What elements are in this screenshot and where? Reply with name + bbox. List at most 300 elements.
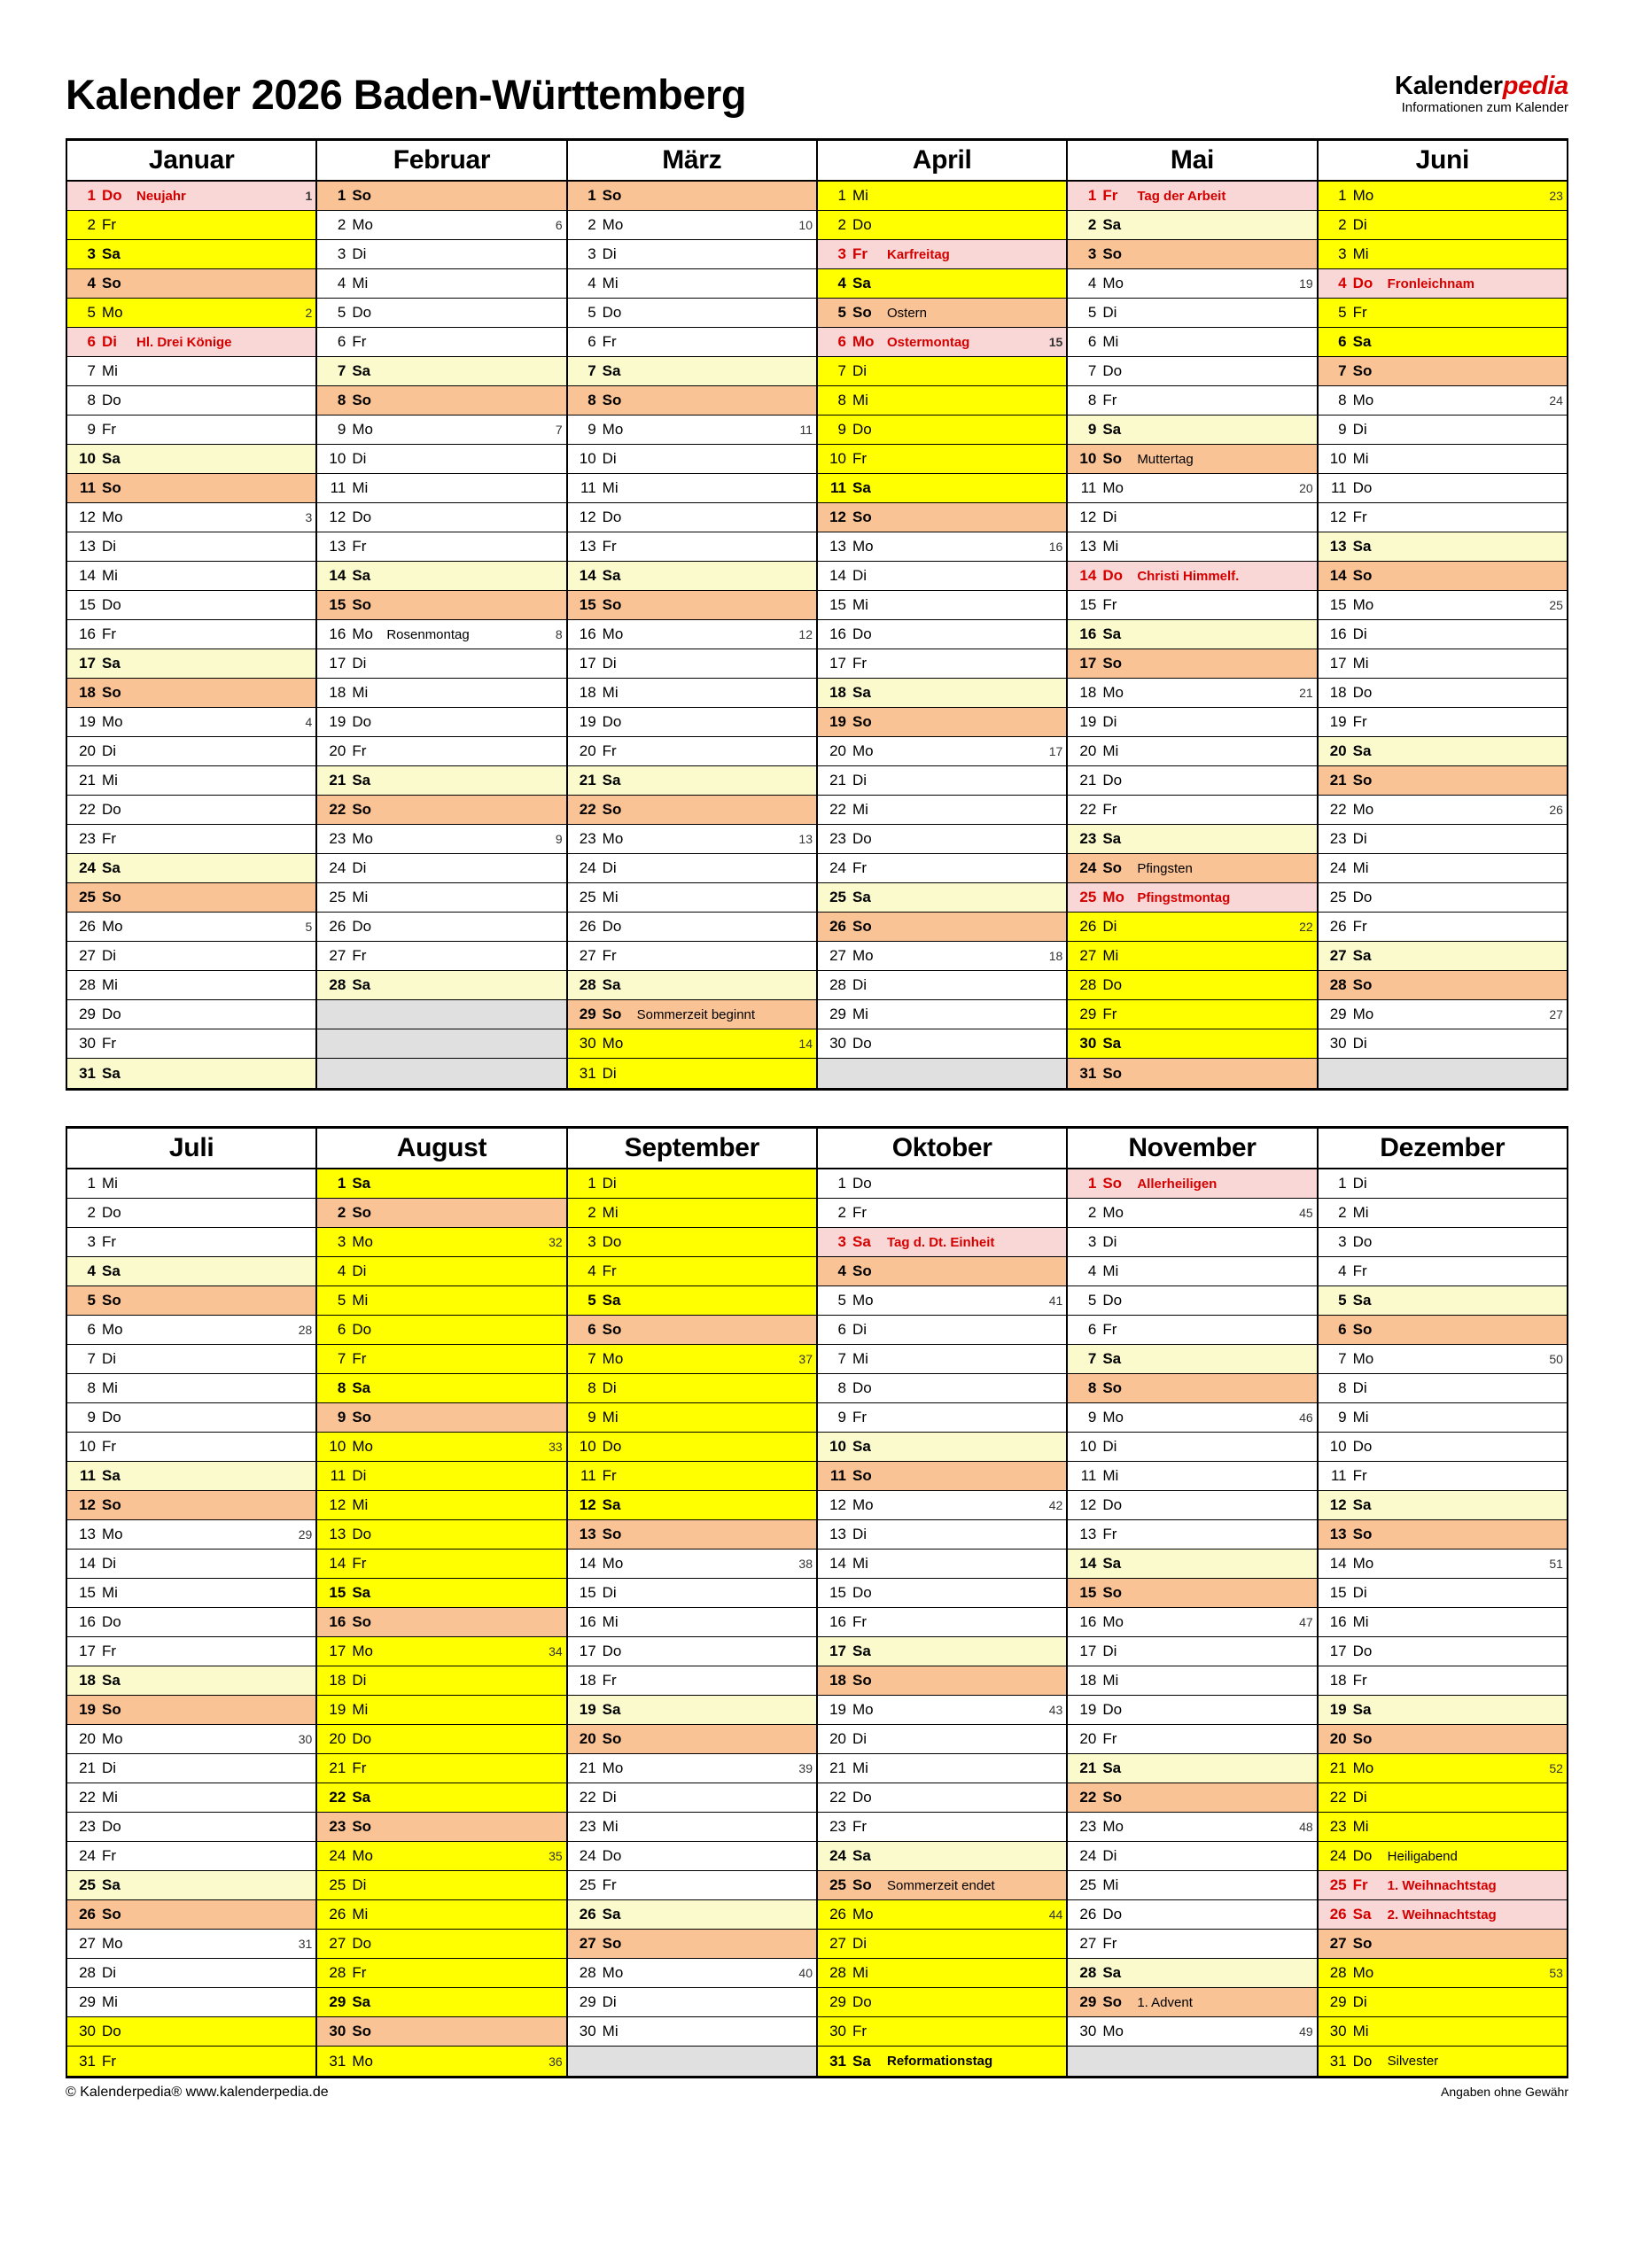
day-of-week: Mi xyxy=(352,275,369,291)
day-row xyxy=(317,1959,565,1988)
day-number: 30 xyxy=(329,2023,346,2039)
day-number: 8 xyxy=(87,1379,96,1396)
day-row xyxy=(818,1871,1066,1900)
day-of-week: Mo xyxy=(352,1438,373,1455)
day-of-week: Di xyxy=(1352,830,1367,847)
day-number: 3 xyxy=(587,1233,596,1250)
day-of-week: Mo xyxy=(602,830,624,847)
day-row xyxy=(568,1959,816,1988)
day-number: 23 xyxy=(329,1818,346,1835)
day-row xyxy=(67,1813,315,1842)
day-of-week: Mo xyxy=(852,333,875,350)
day-number: 12 xyxy=(829,1496,846,1513)
day-number: 17 xyxy=(329,1643,346,1659)
day-of-week: Sa xyxy=(102,655,121,672)
day-of-week: Mi xyxy=(102,1789,118,1806)
day-row xyxy=(317,1520,565,1550)
day-number: 26 xyxy=(329,918,346,935)
month-title: Januar xyxy=(67,141,315,182)
day-number: 20 xyxy=(329,1730,346,1747)
day-row xyxy=(818,1959,1066,1988)
day-row xyxy=(67,1988,315,2017)
day-number: 25 xyxy=(1329,889,1347,905)
day-number: 23 xyxy=(1329,1818,1347,1835)
day-number: 15 xyxy=(1079,596,1097,613)
day-of-week: Fr xyxy=(102,1847,117,1864)
day-of-week: So xyxy=(1352,1321,1373,1338)
day-of-week: Di xyxy=(1102,1643,1117,1659)
day-row xyxy=(317,825,565,854)
day-number: 5 xyxy=(1338,304,1347,321)
day-row-empty xyxy=(1319,1059,1567,1088)
day-number: 21 xyxy=(329,772,346,788)
day-of-week: Di xyxy=(1102,304,1117,321)
day-row xyxy=(818,1491,1066,1520)
day-row xyxy=(1068,1169,1316,1199)
day-row xyxy=(568,766,816,796)
day-row xyxy=(67,679,315,708)
day-of-week: So xyxy=(852,713,872,730)
day-number: 24 xyxy=(1329,859,1347,876)
day-row xyxy=(1068,416,1316,445)
day-of-week: So xyxy=(852,1467,872,1484)
day-row xyxy=(818,1696,1066,1725)
disclaimer-text: Angaben ohne Gewähr xyxy=(1441,2085,1568,2099)
day-number: 23 xyxy=(329,830,346,847)
day-of-week: Di xyxy=(852,362,868,379)
brand-name-red: pedia xyxy=(1502,71,1568,100)
day-number: 9 xyxy=(1087,421,1097,438)
day-number: 14 xyxy=(829,1555,846,1572)
week-number: 11 xyxy=(799,423,813,437)
day-of-week: Mi xyxy=(602,684,619,701)
week-number: 3 xyxy=(305,510,313,524)
day-row xyxy=(1319,445,1567,474)
day-of-week: Fr xyxy=(352,1964,367,1981)
day-row xyxy=(67,1520,315,1550)
day-number: 3 xyxy=(1087,1233,1097,1250)
day-of-week: Mi xyxy=(852,1350,868,1367)
day-number: 23 xyxy=(579,1818,596,1835)
day-of-week: So xyxy=(352,2023,372,2039)
day-row xyxy=(1068,1550,1316,1579)
day-row xyxy=(1068,1000,1316,1029)
day-number: 21 xyxy=(1079,1759,1097,1776)
day-number: 15 xyxy=(829,1584,846,1601)
day-row xyxy=(568,1199,816,1228)
week-number: 37 xyxy=(798,1352,813,1366)
day-row xyxy=(568,649,816,679)
day-of-week: Di xyxy=(602,1584,617,1601)
day-row xyxy=(1068,328,1316,357)
day-number: 15 xyxy=(1329,1584,1347,1601)
day-number: 1 xyxy=(337,187,346,204)
day-number: 22 xyxy=(579,1789,596,1806)
day-of-week: So xyxy=(102,1701,121,1718)
day-number: 28 xyxy=(829,976,846,993)
day-row xyxy=(1068,1813,1316,1842)
day-row xyxy=(818,883,1066,913)
day-row xyxy=(317,620,565,649)
day-row xyxy=(818,386,1066,416)
day-number: 11 xyxy=(580,1467,596,1484)
day-number: 21 xyxy=(579,1759,596,1776)
day-row xyxy=(568,1520,816,1550)
day-of-week: Sa xyxy=(1352,1496,1372,1513)
day-of-week: Mi xyxy=(102,567,118,584)
month-title: September xyxy=(568,1129,816,1169)
day-of-week: Di xyxy=(1352,625,1367,642)
day-row xyxy=(317,299,565,328)
day-of-week: Mo xyxy=(102,918,123,935)
day-of-week: Sa xyxy=(1352,1906,1372,1922)
day-of-week: Sa xyxy=(602,567,621,584)
day-row xyxy=(1068,679,1316,708)
day-of-week: Fr xyxy=(1352,1672,1367,1689)
day-number: 3 xyxy=(87,1233,96,1250)
day-number: 12 xyxy=(329,1496,346,1513)
day-row xyxy=(317,1871,565,1900)
month-column-juni xyxy=(1319,141,1568,1088)
day-number: 15 xyxy=(79,596,96,613)
day-row xyxy=(568,1000,816,1029)
calendar-half-first xyxy=(66,138,1568,1091)
day-row xyxy=(317,2017,565,2047)
day-of-week: Di xyxy=(352,1262,367,1279)
day-number: 23 xyxy=(79,830,96,847)
day-of-week: Do xyxy=(852,216,872,233)
day-of-week: Mi xyxy=(1352,1409,1369,1425)
day-number: 7 xyxy=(587,1350,596,1367)
day-number: 7 xyxy=(587,362,596,379)
day-of-week: Mi xyxy=(602,1409,619,1425)
day-number: 8 xyxy=(1087,1379,1097,1396)
day-row xyxy=(67,1959,315,1988)
day-of-week: So xyxy=(602,1935,622,1952)
day-row xyxy=(1068,591,1316,620)
day-row xyxy=(568,269,816,299)
day-row xyxy=(67,796,315,825)
day-number: 11 xyxy=(330,1467,346,1484)
day-row xyxy=(67,1637,315,1666)
day-row xyxy=(568,1169,816,1199)
day-row xyxy=(1319,299,1567,328)
day-number: 2 xyxy=(87,216,96,233)
day-of-week: Mo xyxy=(352,1233,373,1250)
day-number: 13 xyxy=(829,538,846,555)
day-row xyxy=(67,328,315,357)
day-number: 18 xyxy=(579,684,596,701)
day-row xyxy=(67,1228,315,1257)
day-row-empty xyxy=(317,1000,565,1029)
day-number: 5 xyxy=(587,1292,596,1309)
day-of-week: Do xyxy=(852,1379,872,1396)
day-number: 22 xyxy=(79,1789,96,1806)
day-number: 3 xyxy=(1087,245,1097,262)
day-of-week: Mo xyxy=(1102,1818,1124,1835)
day-of-week: Mo xyxy=(1102,684,1124,701)
day-of-week: So xyxy=(1352,567,1373,584)
day-of-week: Mo xyxy=(1102,889,1124,905)
week-number: 42 xyxy=(1048,1498,1063,1512)
day-number: 14 xyxy=(1329,567,1347,584)
day-row xyxy=(67,854,315,883)
day-of-week: Do xyxy=(852,1035,872,1052)
day-row xyxy=(818,1520,1066,1550)
day-row xyxy=(568,328,816,357)
day-of-week: So xyxy=(1352,1526,1373,1542)
day-number: 19 xyxy=(829,1701,846,1718)
day-number: 25 xyxy=(329,1876,346,1893)
day-of-week: Do xyxy=(852,421,872,438)
day-row xyxy=(317,1930,565,1959)
day-number: 2 xyxy=(587,216,596,233)
day-of-week: Fr xyxy=(1352,713,1367,730)
day-number: 31 xyxy=(1079,1064,1097,1082)
day-of-week: Mo xyxy=(602,1035,624,1052)
day-number: 15 xyxy=(579,596,596,613)
day-row-empty xyxy=(818,1059,1066,1088)
day-of-week: Sa xyxy=(852,1233,871,1250)
day-number: 27 xyxy=(579,1935,596,1952)
day-number: 28 xyxy=(1329,1964,1347,1981)
day-of-week: Mo xyxy=(352,421,373,438)
day-number: 19 xyxy=(579,713,596,730)
week-number: 17 xyxy=(1048,744,1063,758)
day-number: 10 xyxy=(829,1438,846,1455)
day-row xyxy=(1068,796,1316,825)
day-number: 14 xyxy=(829,567,846,584)
day-row xyxy=(317,942,565,971)
day-number: 23 xyxy=(79,1818,96,1835)
day-of-week: Mo xyxy=(1352,187,1374,204)
day-of-week: Sa xyxy=(352,1175,371,1192)
day-number: 18 xyxy=(79,684,96,701)
day-of-week: Mo xyxy=(1102,2023,1124,2039)
day-row xyxy=(818,679,1066,708)
day-row xyxy=(67,883,315,913)
day-number: 15 xyxy=(329,1584,346,1601)
day-number: 27 xyxy=(1329,1935,1347,1952)
day-row xyxy=(1068,1900,1316,1930)
day-row xyxy=(1319,620,1567,649)
day-row xyxy=(1068,825,1316,854)
day-number: 31 xyxy=(79,2052,96,2070)
day-row xyxy=(67,1666,315,1696)
day-of-week: Do xyxy=(352,1321,372,1338)
day-row xyxy=(317,796,565,825)
day-of-week: Mo xyxy=(352,2052,373,2070)
week-number: 52 xyxy=(1549,1761,1563,1775)
day-row xyxy=(818,1286,1066,1316)
day-row xyxy=(1068,1029,1316,1059)
day-row xyxy=(1068,445,1316,474)
day-row xyxy=(317,1579,565,1608)
month-title: August xyxy=(317,1129,565,1169)
day-number: 28 xyxy=(79,976,96,993)
day-number: 18 xyxy=(1329,684,1347,701)
day-number: 19 xyxy=(579,1701,596,1718)
week-number: 9 xyxy=(555,832,563,846)
day-number: 3 xyxy=(87,245,96,262)
day-number: 31 xyxy=(1329,2052,1347,2070)
day-number: 1 xyxy=(837,1175,846,1192)
day-of-week: Sa xyxy=(1102,1759,1122,1776)
day-row xyxy=(1319,1257,1567,1286)
week-number: 4 xyxy=(305,715,313,729)
day-number: 14 xyxy=(79,567,96,584)
day-row xyxy=(317,1403,565,1433)
day-row xyxy=(317,1813,565,1842)
day-number: 30 xyxy=(1079,2023,1097,2039)
day-row xyxy=(1319,2017,1567,2047)
day-of-week: Mo xyxy=(1352,392,1374,408)
day-of-week: Mi xyxy=(352,1292,369,1309)
day-number: 1 xyxy=(87,1175,96,1192)
day-row xyxy=(317,766,565,796)
day-row xyxy=(317,211,565,240)
day-row xyxy=(317,269,565,299)
day-of-week: Di xyxy=(1102,713,1117,730)
day-number: 29 xyxy=(329,1993,346,2010)
day-number: 8 xyxy=(837,1379,846,1396)
day-of-week: Do xyxy=(102,392,121,408)
day-number: 13 xyxy=(1329,538,1347,555)
day-of-week: Mo xyxy=(102,304,123,321)
day-of-week: Mo xyxy=(352,830,373,847)
day-of-week: Mi xyxy=(602,1613,619,1630)
day-number: 25 xyxy=(1079,1876,1097,1893)
day-of-week: So xyxy=(602,187,622,204)
day-row xyxy=(818,1988,1066,2017)
day-of-week: Fr xyxy=(102,1233,117,1250)
week-number: 34 xyxy=(549,1644,563,1658)
day-of-week: Di xyxy=(352,655,367,672)
day-row xyxy=(1319,737,1567,766)
day-row xyxy=(67,1842,315,1871)
day-number: 18 xyxy=(829,1672,846,1689)
day-of-week: So xyxy=(1352,772,1373,788)
day-of-week: Di xyxy=(352,245,367,262)
day-row xyxy=(67,620,315,649)
day-number: 19 xyxy=(1079,1701,1097,1718)
day-row xyxy=(1068,620,1316,649)
day-row xyxy=(317,1169,565,1199)
day-number: 11 xyxy=(830,479,846,496)
day-of-week: Mi xyxy=(852,801,868,818)
day-row xyxy=(568,1286,816,1316)
day-of-week: Do xyxy=(602,713,622,730)
day-of-week: Sa xyxy=(852,1847,871,1864)
day-of-week: Sa xyxy=(1102,830,1122,847)
day-row xyxy=(67,649,315,679)
day-number: 9 xyxy=(87,421,96,438)
day-of-week: Sa xyxy=(352,1993,371,2010)
day-number: 30 xyxy=(579,1035,596,1052)
day-row xyxy=(568,1608,816,1637)
day-of-week: Sa xyxy=(602,1496,621,1513)
day-number: 6 xyxy=(1087,333,1097,350)
day-of-week: Fr xyxy=(1352,1467,1367,1484)
day-number: 12 xyxy=(829,509,846,525)
day-row xyxy=(568,1725,816,1754)
week-number: 28 xyxy=(298,1323,313,1337)
day-of-week: Di xyxy=(602,450,617,467)
day-row xyxy=(317,182,565,211)
day-row xyxy=(818,1930,1066,1959)
day-of-week: Di xyxy=(1352,421,1367,438)
day-row xyxy=(67,1374,315,1403)
day-number: 16 xyxy=(829,625,846,642)
day-number: 4 xyxy=(337,1262,346,1279)
day-note: 1. Advent xyxy=(1137,1994,1193,2010)
day-of-week: Mo xyxy=(602,625,624,642)
day-of-week: So xyxy=(1102,245,1123,262)
day-number: 13 xyxy=(829,1526,846,1542)
day-of-week: Di xyxy=(602,1379,617,1396)
day-of-week: Do xyxy=(602,304,622,321)
month-column-oktober xyxy=(818,1129,1068,2076)
day-number: 25 xyxy=(79,889,96,905)
day-of-week: Sa xyxy=(102,1672,121,1689)
day-row xyxy=(818,620,1066,649)
day-row xyxy=(568,240,816,269)
day-of-week: Di xyxy=(1352,1993,1367,2010)
day-number: 8 xyxy=(337,392,346,408)
day-number: 17 xyxy=(1329,655,1347,672)
day-of-week: Mi xyxy=(1352,1204,1369,1221)
day-of-week: Mi xyxy=(852,187,868,204)
day-row xyxy=(1319,416,1567,445)
day-number: 27 xyxy=(579,947,596,964)
day-number: 7 xyxy=(1087,1350,1097,1367)
day-row xyxy=(818,445,1066,474)
day-number: 7 xyxy=(837,362,846,379)
day-row xyxy=(1319,1988,1567,2017)
day-row xyxy=(568,1783,816,1813)
day-number: 8 xyxy=(1338,392,1347,408)
day-of-week: Fr xyxy=(102,216,117,233)
day-row xyxy=(1068,1988,1316,2017)
day-of-week: So xyxy=(1102,859,1123,876)
day-row xyxy=(317,971,565,1000)
day-number: 7 xyxy=(337,1350,346,1367)
day-of-week: Mi xyxy=(1352,655,1369,672)
day-number: 27 xyxy=(329,1935,346,1952)
day-note: Sommerzeit endet xyxy=(886,1877,995,1893)
day-number: 26 xyxy=(1329,918,1347,935)
day-row xyxy=(818,1608,1066,1637)
day-number: 7 xyxy=(87,362,96,379)
day-of-week: Fr xyxy=(1102,596,1117,613)
day-of-week: So xyxy=(352,1409,372,1425)
week-number: 5 xyxy=(305,920,313,934)
day-row xyxy=(1068,1491,1316,1520)
day-number: 13 xyxy=(79,1526,96,1542)
day-of-week: Di xyxy=(102,1759,117,1776)
day-row xyxy=(1319,1491,1567,1520)
day-number: 9 xyxy=(1087,1409,1097,1425)
day-of-week: Sa xyxy=(852,275,871,291)
day-number: 4 xyxy=(87,1262,96,1279)
day-number: 24 xyxy=(579,1847,596,1864)
day-of-week: Mo xyxy=(1352,1006,1374,1022)
day-row xyxy=(317,1988,565,2017)
day-of-week: So xyxy=(1102,450,1123,467)
day-row xyxy=(1319,1520,1567,1550)
day-row xyxy=(568,1813,816,1842)
day-of-week: Di xyxy=(102,538,117,555)
